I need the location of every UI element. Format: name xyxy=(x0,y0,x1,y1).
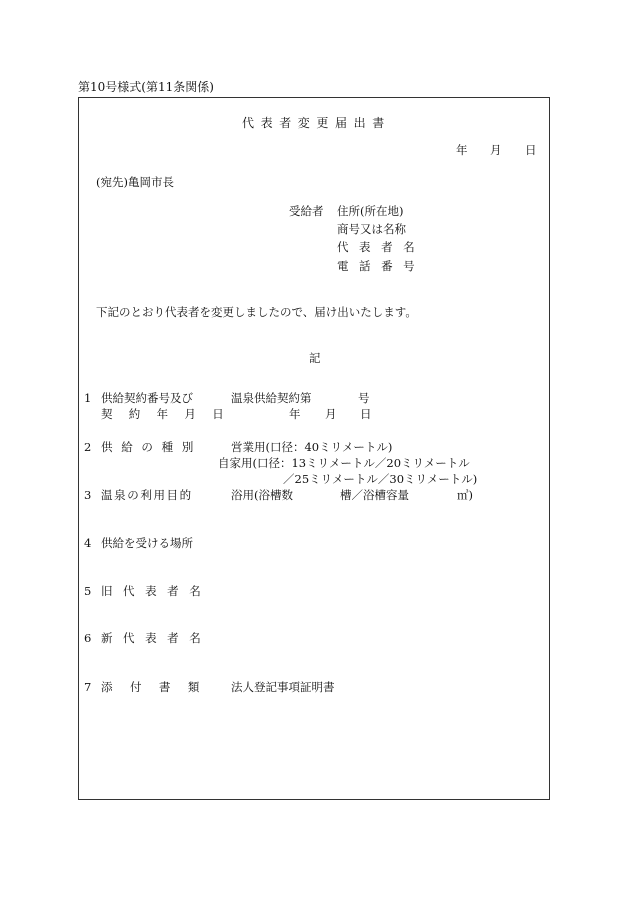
statement: 下記のとおり代表者を変更しましたので、届け出いたします。 xyxy=(96,305,417,319)
date-month: 月 xyxy=(490,143,502,157)
item1-label-line2: 契 約 年 月 日 xyxy=(101,407,231,421)
item2-number: 2 xyxy=(84,440,92,454)
item3-label: 温泉の利用目的 xyxy=(101,488,193,502)
item1-number-suffix: 号 xyxy=(358,391,370,405)
item1-month: 月 xyxy=(325,407,337,421)
item3-bath-capacity: 槽／浴槽容量 xyxy=(340,488,409,502)
item2-label: 供 給 の 種 別 xyxy=(101,440,196,454)
item5-label: 旧 代 表 者 名 xyxy=(101,584,205,598)
item6-label: 新 代 表 者 名 xyxy=(101,631,205,645)
date-day: 日 xyxy=(525,143,537,157)
item2-business-use: 営業用(口径：40ミリメートル) xyxy=(231,440,393,454)
date-year: 年 xyxy=(456,143,468,157)
item2-private-use-cont: ／25ミリメートル／30ミリメートル) xyxy=(283,472,478,486)
applicant-company-label: 商号又は名称 xyxy=(337,222,406,236)
item4-number: 4 xyxy=(84,536,92,550)
item6-number: 6 xyxy=(84,631,92,645)
item1-day: 日 xyxy=(360,407,372,421)
applicant-address-label: 住所(所在地) xyxy=(337,204,404,218)
item1-label-line1: 供給契約番号及び xyxy=(101,391,193,405)
item7-label: 添 付 書 類 xyxy=(101,680,207,694)
item5-number: 5 xyxy=(84,584,92,598)
item3-unit: ㎥) xyxy=(457,488,473,502)
item2-private-use: 自家用(口径：13ミリメートル／20ミリメートル xyxy=(218,456,470,470)
applicant-phone-label: 電 話 番 号 xyxy=(337,259,419,273)
item3-bath-count: 浴用(浴槽数 xyxy=(231,488,293,502)
item7-number: 7 xyxy=(84,680,92,694)
item1-number: 1 xyxy=(84,391,92,405)
item1-contract-number: 温泉供給契約第 xyxy=(231,391,312,405)
ki-heading: 記 xyxy=(309,351,321,365)
item7-attachment: 法人登記事項証明書 xyxy=(231,680,335,694)
form-number-label: 第10号様式(第11条関係) xyxy=(78,80,214,94)
applicant-representative-label: 代 表 者 名 xyxy=(337,240,419,254)
applicant-role: 受給者 xyxy=(289,204,324,218)
item1-year: 年 xyxy=(289,407,301,421)
item4-label: 供給を受ける場所 xyxy=(101,536,193,550)
form-title: 代表者変更届出書 xyxy=(242,116,391,130)
item3-number: 3 xyxy=(84,488,92,502)
addressee: (宛先)亀岡市長 xyxy=(96,175,174,189)
